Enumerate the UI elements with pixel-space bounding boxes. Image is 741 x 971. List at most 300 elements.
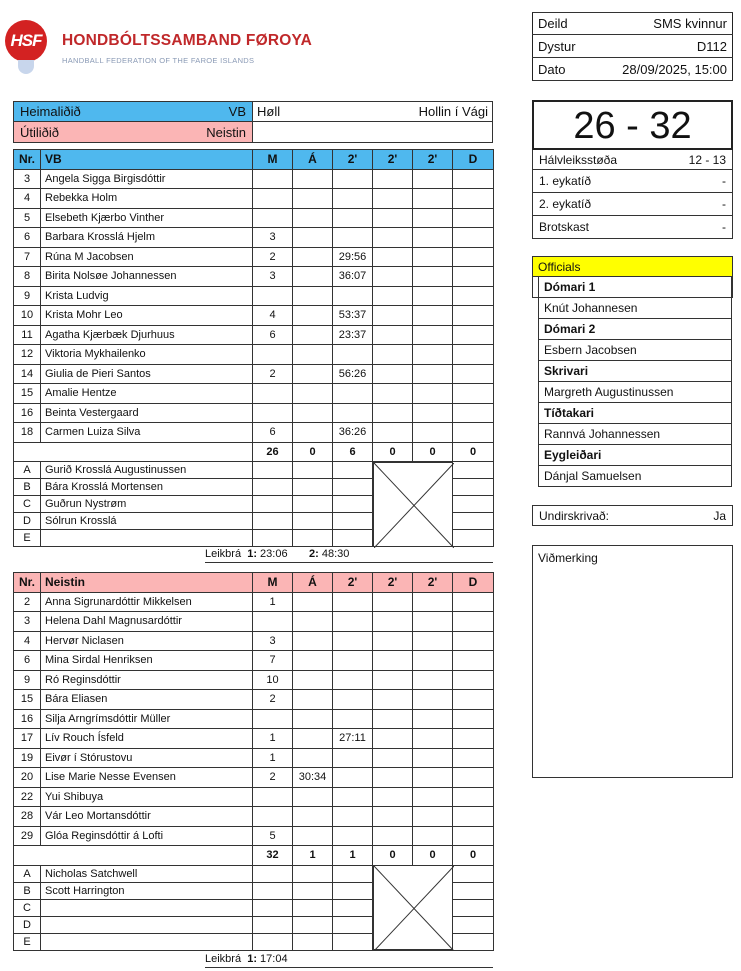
player-suspension-3 xyxy=(413,787,453,807)
player-row xyxy=(14,651,494,671)
player-warning xyxy=(293,787,333,807)
official-letter: B xyxy=(14,479,41,496)
player-suspension-2 xyxy=(373,208,413,228)
division-row: Deild SMS kvinnur xyxy=(532,12,733,35)
player-suspension-1 xyxy=(333,286,373,306)
player-suspension-3 xyxy=(413,208,453,228)
player-warning xyxy=(293,748,333,768)
player-goals: 3 xyxy=(253,228,293,248)
officials-panel xyxy=(532,256,733,483)
player-goals: 2 xyxy=(253,364,293,384)
player-suspension-2 xyxy=(373,709,413,729)
official-name: Nicholas Satchwell xyxy=(41,865,253,882)
player-suspension-1 xyxy=(333,189,373,209)
player-number: 28 xyxy=(14,807,41,827)
player-number: 4 xyxy=(14,631,41,651)
official-letter: C xyxy=(14,899,41,916)
player-suspension-1: 29:56 xyxy=(333,247,373,267)
official-cell xyxy=(333,530,373,547)
player-name: Viktoria Mykhailenko xyxy=(41,345,253,365)
player-suspension-3 xyxy=(413,631,453,651)
official-name: Knút Johannesen xyxy=(538,298,732,319)
official-role: Skrivari xyxy=(538,361,732,382)
header-t1: 2' xyxy=(333,150,373,170)
player-warning xyxy=(293,612,333,632)
player-suspension-3 xyxy=(413,690,453,710)
player-goals: 10 xyxy=(253,670,293,690)
official-name: Guðrun Nystrøm xyxy=(41,496,253,513)
date-row: Dato 28/09/2025, 15:00 xyxy=(532,58,733,81)
player-row xyxy=(14,228,494,248)
official-cell xyxy=(293,496,333,513)
player-disqualification xyxy=(453,384,494,404)
player-suspension-3 xyxy=(413,286,453,306)
player-suspension-2 xyxy=(373,247,413,267)
player-suspension-1 xyxy=(333,709,373,729)
player-warning xyxy=(293,189,333,209)
overtime1-row: 1. eykatíð - xyxy=(533,170,732,193)
player-row xyxy=(14,364,494,384)
player-suspension-2 xyxy=(373,631,413,651)
player-suspension-3 xyxy=(413,403,453,423)
player-number: 15 xyxy=(14,690,41,710)
official-name: Rannvá Johannessen xyxy=(538,424,732,445)
total-t1: 1 xyxy=(333,846,373,866)
player-name: Rúna M Jacobsen xyxy=(41,247,253,267)
official-role: Tíðtakari xyxy=(538,403,732,424)
official-name: Scott Harrington xyxy=(41,882,253,899)
official-cell xyxy=(333,479,373,496)
player-name: Anna Sigrunardóttir Mikkelsen xyxy=(41,592,253,612)
player-suspension-1 xyxy=(333,651,373,671)
player-disqualification xyxy=(453,345,494,365)
player-suspension-3 xyxy=(413,592,453,612)
official-cell xyxy=(253,916,293,933)
remarks-box xyxy=(532,545,733,778)
player-goals xyxy=(253,612,293,632)
player-goals: 2 xyxy=(253,768,293,788)
score-details xyxy=(532,150,733,239)
player-suspension-2 xyxy=(373,189,413,209)
player-name: Ró Reginsdóttir xyxy=(41,670,253,690)
player-disqualification xyxy=(453,423,494,443)
official-letter: A xyxy=(14,462,41,479)
player-disqualification xyxy=(453,267,494,287)
player-number: 9 xyxy=(14,670,41,690)
player-number: 10 xyxy=(14,306,41,326)
player-row xyxy=(14,826,494,846)
player-warning xyxy=(293,345,333,365)
player-goals: 5 xyxy=(253,826,293,846)
player-warning xyxy=(293,651,333,671)
player-disqualification xyxy=(453,306,494,326)
federation-logo: HSF xyxy=(5,20,47,62)
player-name: Beinta Vestergaard xyxy=(41,403,253,423)
official-cell xyxy=(293,479,333,496)
penalty-shootout-row: Brotskast - xyxy=(539,219,726,234)
header-t3: 2' xyxy=(413,573,453,593)
player-name: Lív Rouch Ísfeld xyxy=(41,729,253,749)
player-name: Yui Shibuya xyxy=(41,787,253,807)
player-row xyxy=(14,384,494,404)
player-disqualification xyxy=(453,286,494,306)
player-row xyxy=(14,345,494,365)
player-suspension-3 xyxy=(413,651,453,671)
official-letter: B xyxy=(14,882,41,899)
official-cell xyxy=(293,899,333,916)
player-suspension-3 xyxy=(413,306,453,326)
player-suspension-3 xyxy=(413,228,453,248)
official-cell xyxy=(453,865,494,882)
player-warning xyxy=(293,403,333,423)
player-warning xyxy=(293,423,333,443)
player-suspension-2 xyxy=(373,286,413,306)
player-suspension-2 xyxy=(373,768,413,788)
player-suspension-2 xyxy=(373,169,413,189)
official-cell xyxy=(253,513,293,530)
away-cross-box xyxy=(373,865,453,950)
total-t2: 0 xyxy=(373,442,413,462)
official-name: Esbern Jacobsen xyxy=(538,340,732,361)
player-suspension-2 xyxy=(373,345,413,365)
player-goals xyxy=(253,208,293,228)
player-suspension-2 xyxy=(373,670,413,690)
player-disqualification xyxy=(453,364,494,384)
player-row xyxy=(14,169,494,189)
player-row xyxy=(14,748,494,768)
official-cell xyxy=(333,513,373,530)
official-name: Dánjal Samuelsen xyxy=(538,466,732,487)
player-name: Agatha Kjærbæk Djurhuus xyxy=(41,325,253,345)
player-disqualification xyxy=(453,631,494,651)
player-suspension-3 xyxy=(413,807,453,827)
official-role: Dómari 1 xyxy=(538,277,732,298)
official-name: Gurið Krosslá Augustinussen xyxy=(41,462,253,479)
player-name: Amalie Hentze xyxy=(41,384,253,404)
player-warning xyxy=(293,169,333,189)
player-suspension-3 xyxy=(413,364,453,384)
player-suspension-3 xyxy=(413,423,453,443)
official-cell xyxy=(333,865,373,882)
player-number: 29 xyxy=(14,826,41,846)
player-disqualification xyxy=(453,169,494,189)
header-a: Á xyxy=(293,573,333,593)
official-cell xyxy=(253,479,293,496)
official-cell xyxy=(253,865,293,882)
player-suspension-2 xyxy=(373,423,413,443)
player-disqualification xyxy=(453,403,494,423)
official-cell xyxy=(293,882,333,899)
player-suspension-3 xyxy=(413,189,453,209)
player-goals: 1 xyxy=(253,592,293,612)
player-name: Vár Leo Mortansdóttir xyxy=(41,807,253,827)
official-cell xyxy=(453,933,494,950)
player-goals xyxy=(253,709,293,729)
official-cell xyxy=(453,899,494,916)
player-suspension-2 xyxy=(373,228,413,248)
player-name: Giulia de Pieri Santos xyxy=(41,364,253,384)
player-suspension-3 xyxy=(413,748,453,768)
home-timeouts: Leikbrá 1: 23:06 2: 48:30 xyxy=(205,548,493,563)
header-nr: Nr. xyxy=(14,150,41,170)
player-number: 15 xyxy=(14,384,41,404)
player-goals xyxy=(253,787,293,807)
official-letter: E xyxy=(14,530,41,547)
officials-title: Officials xyxy=(532,256,733,277)
player-warning xyxy=(293,807,333,827)
player-disqualification xyxy=(453,612,494,632)
player-suspension-2 xyxy=(373,306,413,326)
player-number: 6 xyxy=(14,228,41,248)
header-team-name: VB xyxy=(41,150,253,170)
player-number: 14 xyxy=(14,364,41,384)
player-warning xyxy=(293,267,333,287)
player-row xyxy=(14,403,494,423)
player-suspension-1: 36:26 xyxy=(333,423,373,443)
official-cell xyxy=(453,496,494,513)
player-row xyxy=(14,325,494,345)
player-warning xyxy=(293,364,333,384)
official-letter: E xyxy=(14,933,41,950)
player-suspension-3 xyxy=(413,729,453,749)
player-disqualification xyxy=(453,709,494,729)
player-warning xyxy=(293,384,333,404)
total-t3: 0 xyxy=(413,442,453,462)
player-suspension-1 xyxy=(333,345,373,365)
total-m: 26 xyxy=(253,442,293,462)
header-t1: 2' xyxy=(333,573,373,593)
player-row xyxy=(14,670,494,690)
player-suspension-1 xyxy=(333,228,373,248)
home-team-header: Heimaliðið VB xyxy=(13,101,253,122)
player-row xyxy=(14,787,494,807)
official-role: Dómari 2 xyxy=(538,319,732,340)
official-cell xyxy=(253,882,293,899)
player-suspension-2 xyxy=(373,826,413,846)
player-row xyxy=(14,423,494,443)
player-number: 17 xyxy=(14,729,41,749)
player-warning xyxy=(293,826,333,846)
player-disqualification xyxy=(453,748,494,768)
player-suspension-1 xyxy=(333,403,373,423)
player-disqualification xyxy=(453,670,494,690)
player-name: Mina Sirdal Henriksen xyxy=(41,651,253,671)
player-row xyxy=(14,612,494,632)
totals-spacer xyxy=(14,846,41,866)
player-warning xyxy=(293,592,333,612)
player-suspension-2 xyxy=(373,267,413,287)
federation-title: HONDBÓLTSSAMBAND FØROYA xyxy=(62,32,313,49)
signature-row: Undirskrivað: Ja xyxy=(532,505,733,526)
official-cell xyxy=(333,899,373,916)
player-suspension-3 xyxy=(413,670,453,690)
player-number: 19 xyxy=(14,748,41,768)
player-name: Carmen Luiza Silva xyxy=(41,423,253,443)
player-suspension-1: 53:37 xyxy=(333,306,373,326)
table-header xyxy=(14,150,494,170)
player-name: Bára Eliasen xyxy=(41,690,253,710)
player-goals: 7 xyxy=(253,651,293,671)
player-number: 8 xyxy=(14,267,41,287)
player-goals xyxy=(253,807,293,827)
player-row xyxy=(14,690,494,710)
official-role: Eygleiðari xyxy=(538,445,732,466)
official-cell xyxy=(333,916,373,933)
totals-row xyxy=(14,846,494,866)
header-m: M xyxy=(253,150,293,170)
player-disqualification xyxy=(453,768,494,788)
player-name: Angela Sigga Birgisdóttir xyxy=(41,169,253,189)
away-timeouts: Leikbrá 1: 17:04 xyxy=(205,953,493,968)
player-suspension-2 xyxy=(373,690,413,710)
player-row xyxy=(14,807,494,827)
player-suspension-2 xyxy=(373,807,413,827)
player-suspension-2 xyxy=(373,364,413,384)
header-team-name: Neistin xyxy=(41,573,253,593)
player-suspension-1: 36:07 xyxy=(333,267,373,287)
official-cell xyxy=(293,916,333,933)
totals-spacer xyxy=(41,442,253,462)
official-cell xyxy=(293,462,333,479)
official-cell xyxy=(293,865,333,882)
remarks-label: Viðmerking xyxy=(538,551,598,565)
official-cell xyxy=(253,496,293,513)
player-row xyxy=(14,208,494,228)
official-name xyxy=(41,916,253,933)
away-team-header: Útiliðið Neistin xyxy=(13,122,253,143)
official-cell xyxy=(453,462,494,479)
player-suspension-2 xyxy=(373,748,413,768)
total-m: 32 xyxy=(253,846,293,866)
player-disqualification xyxy=(453,189,494,209)
player-warning xyxy=(293,208,333,228)
player-suspension-2 xyxy=(373,592,413,612)
player-goals: 2 xyxy=(253,247,293,267)
player-goals xyxy=(253,403,293,423)
total-t1: 6 xyxy=(333,442,373,462)
official-cell xyxy=(453,916,494,933)
totals-row xyxy=(14,442,494,462)
total-d: 0 xyxy=(453,846,494,866)
player-disqualification xyxy=(453,807,494,827)
player-name: Elsebeth Kjærbo Vinther xyxy=(41,208,253,228)
player-goals: 3 xyxy=(253,631,293,651)
player-row xyxy=(14,189,494,209)
player-suspension-3 xyxy=(413,612,453,632)
player-suspension-2 xyxy=(373,325,413,345)
table-header xyxy=(14,573,494,593)
player-number: 16 xyxy=(14,709,41,729)
header-t3: 2' xyxy=(413,150,453,170)
player-disqualification xyxy=(453,651,494,671)
player-name: Silja Arngrímsdóttir Müller xyxy=(41,709,253,729)
official-letter: A xyxy=(14,865,41,882)
header-t2: 2' xyxy=(373,150,413,170)
player-warning xyxy=(293,631,333,651)
player-number: 9 xyxy=(14,286,41,306)
player-disqualification xyxy=(453,729,494,749)
player-disqualification xyxy=(453,228,494,248)
player-number: 3 xyxy=(14,612,41,632)
player-number: 12 xyxy=(14,345,41,365)
player-suspension-3 xyxy=(413,826,453,846)
header-a: Á xyxy=(293,150,333,170)
player-goals: 6 xyxy=(253,423,293,443)
player-suspension-1 xyxy=(333,787,373,807)
federation-subtitle: HANDBALL FEDERATION OF THE FAROE ISLANDS xyxy=(62,56,255,65)
player-number: 16 xyxy=(14,403,41,423)
player-row xyxy=(14,768,494,788)
official-name xyxy=(41,530,253,547)
player-number: 18 xyxy=(14,423,41,443)
final-score: 26 - 32 xyxy=(532,100,733,150)
official-cell xyxy=(253,899,293,916)
player-suspension-1 xyxy=(333,631,373,651)
player-suspension-1 xyxy=(333,826,373,846)
player-goals: 2 xyxy=(253,690,293,710)
player-suspension-1 xyxy=(333,670,373,690)
player-name: Birita Nolsøe Johannessen xyxy=(41,267,253,287)
total-a: 0 xyxy=(293,442,333,462)
official-cell xyxy=(333,496,373,513)
player-goals xyxy=(253,169,293,189)
player-number: 22 xyxy=(14,787,41,807)
player-row xyxy=(14,306,494,326)
player-name: Rebekka Holm xyxy=(41,189,253,209)
header-d: D xyxy=(453,150,494,170)
player-disqualification xyxy=(453,690,494,710)
player-suspension-1 xyxy=(333,690,373,710)
official-cell xyxy=(293,530,333,547)
official-name xyxy=(41,899,253,916)
player-goals xyxy=(253,345,293,365)
player-name: Krista Mohr Leo xyxy=(41,306,253,326)
official-cell xyxy=(453,513,494,530)
player-name: Eivør í Stórustovu xyxy=(41,748,253,768)
totals-spacer xyxy=(41,846,253,866)
player-suspension-1: 27:11 xyxy=(333,729,373,749)
player-suspension-2 xyxy=(373,403,413,423)
player-suspension-3 xyxy=(413,345,453,365)
official-cell xyxy=(333,462,373,479)
player-row xyxy=(14,286,494,306)
official-cell xyxy=(453,882,494,899)
player-disqualification xyxy=(453,247,494,267)
player-suspension-1 xyxy=(333,384,373,404)
official-letter: C xyxy=(14,496,41,513)
player-warning xyxy=(293,247,333,267)
player-suspension-3 xyxy=(413,325,453,345)
home-cross-box xyxy=(373,462,453,547)
player-suspension-1: 23:37 xyxy=(333,325,373,345)
player-goals: 1 xyxy=(253,729,293,749)
player-goals xyxy=(253,286,293,306)
player-number: 6 xyxy=(14,651,41,671)
official-cell xyxy=(253,462,293,479)
total-d: 0 xyxy=(453,442,494,462)
player-number: 3 xyxy=(14,169,41,189)
official-cell xyxy=(253,530,293,547)
player-suspension-1 xyxy=(333,748,373,768)
player-warning xyxy=(293,709,333,729)
player-warning: 30:34 xyxy=(293,768,333,788)
player-name: Helena Dahl Magnusardóttir xyxy=(41,612,253,632)
player-suspension-2 xyxy=(373,787,413,807)
official-letter: D xyxy=(14,513,41,530)
player-suspension-1 xyxy=(333,768,373,788)
hall-empty-row xyxy=(253,122,493,143)
header-t2: 2' xyxy=(373,573,413,593)
